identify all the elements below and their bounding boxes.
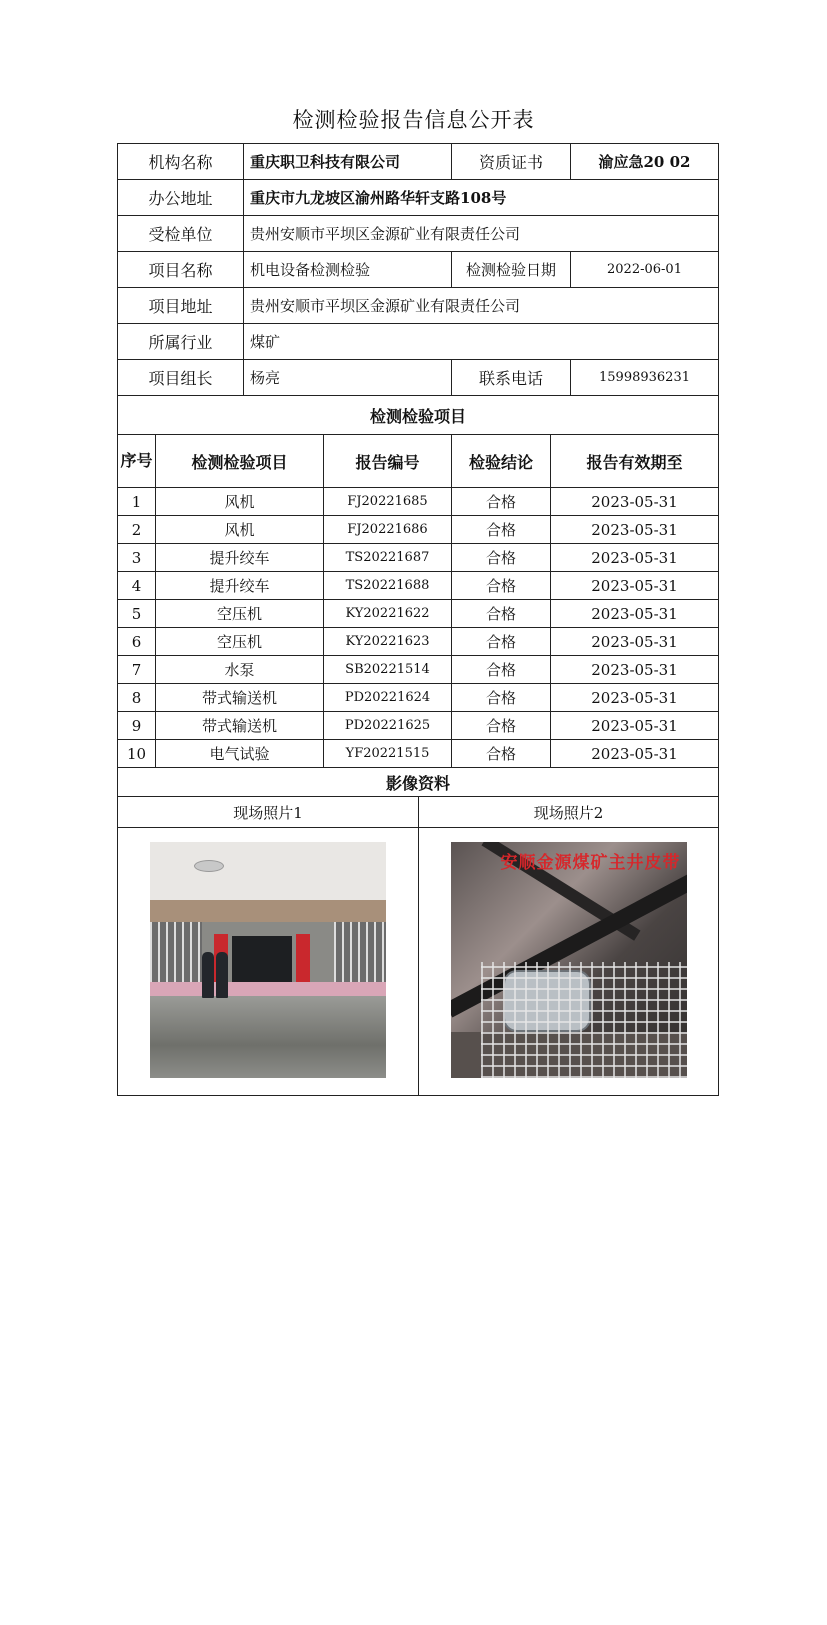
table-row (118, 572, 719, 600)
photo1-label: 现场照片1 (118, 797, 419, 828)
site-label: 项目地址 (118, 288, 244, 324)
header-report: 报告编号 (324, 435, 452, 488)
row-report: FJ20221685 (324, 488, 452, 516)
row-valid: 2023-05-31 (551, 544, 719, 572)
org-value: 重庆职卫科技有限公司 (244, 144, 452, 180)
row-result: 合格 (452, 544, 551, 572)
row-report: TS20221687 (324, 544, 452, 572)
row-valid: 2023-05-31 (551, 572, 719, 600)
photo1-cell (118, 828, 419, 1096)
row-item: 带式输送机 (156, 712, 324, 740)
table-row (118, 516, 719, 544)
photo-sign-text: 安顺金源煤矿主井皮带 (500, 852, 681, 873)
row-item: 水泵 (156, 656, 324, 684)
header-valid: 报告有效期至 (551, 435, 719, 488)
row-report: PD20221624 (324, 684, 452, 712)
row-result: 合格 (452, 740, 551, 768)
table-row (118, 544, 719, 572)
row-result: 合格 (452, 600, 551, 628)
row-result: 合格 (452, 656, 551, 684)
row-valid: 2023-05-31 (551, 516, 719, 544)
row-seq: 6 (118, 628, 156, 656)
row-report: PD20221625 (324, 712, 452, 740)
media-section-title: 影像资料 (118, 768, 719, 797)
person (216, 952, 228, 998)
items-section-title: 检测检验项目 (118, 396, 719, 435)
row-report: KY20221623 (324, 628, 452, 656)
address-label: 办公地址 (118, 180, 244, 216)
row-item: 空压机 (156, 600, 324, 628)
table-row (118, 684, 719, 712)
row-seq: 7 (118, 656, 156, 684)
photo2-label: 现场照片2 (419, 797, 719, 828)
table-row (118, 488, 719, 516)
person (202, 952, 214, 998)
header-item: 检测检验项目 (156, 435, 324, 488)
industry-label: 所属行业 (118, 324, 244, 360)
row-result: 合格 (452, 712, 551, 740)
leader-label: 项目组长 (118, 360, 244, 396)
row-result: 合格 (452, 628, 551, 656)
header-seq: 序号 (118, 435, 156, 488)
row-valid: 2023-05-31 (551, 684, 719, 712)
row-valid: 2023-05-31 (551, 628, 719, 656)
row-item: 空压机 (156, 628, 324, 656)
table-row (118, 656, 719, 684)
row-seq: 5 (118, 600, 156, 628)
row-seq: 1 (118, 488, 156, 516)
industry-value: 煤矿 (244, 324, 719, 360)
row-valid: 2023-05-31 (551, 712, 719, 740)
ceiling-lamp (194, 860, 224, 872)
table-row (118, 740, 719, 768)
date-value: 2022-06-01 (571, 252, 719, 288)
row-seq: 2 (118, 516, 156, 544)
address-value: 重庆市九龙坡区渝州路华轩支路108号 (244, 180, 719, 216)
items-table (117, 395, 719, 768)
row-item: 电气试验 (156, 740, 324, 768)
phone-label: 联系电话 (452, 360, 571, 396)
row-item: 风机 (156, 488, 324, 516)
row-result: 合格 (452, 684, 551, 712)
site-value: 贵州安顺市平坝区金源矿业有限责任公司 (244, 288, 719, 324)
header-result: 检验结论 (452, 435, 551, 488)
client-value: 贵州安顺市平坝区金源矿业有限责任公司 (244, 216, 719, 252)
client-label: 受检单位 (118, 216, 244, 252)
cert-value: 渝应急20 02 (571, 144, 719, 180)
row-item: 提升绞车 (156, 572, 324, 600)
row-seq: 8 (118, 684, 156, 712)
leader-value: 杨亮 (244, 360, 452, 396)
row-report: FJ20221686 (324, 516, 452, 544)
row-result: 合格 (452, 488, 551, 516)
row-seq: 4 (118, 572, 156, 600)
site-photo-conveyor (451, 842, 687, 1078)
table-row (118, 712, 719, 740)
row-seq: 3 (118, 544, 156, 572)
date-label: 检测检验日期 (452, 252, 571, 288)
safety-fence (481, 962, 687, 1078)
project-value: 机电设备检测检验 (244, 252, 452, 288)
media-table (117, 767, 719, 1096)
table-row (118, 600, 719, 628)
row-valid: 2023-05-31 (551, 600, 719, 628)
site-photo-entrance (150, 842, 386, 1078)
row-seq: 10 (118, 740, 156, 768)
row-report: TS20221688 (324, 572, 452, 600)
row-seq: 9 (118, 712, 156, 740)
info-table (117, 143, 719, 396)
row-item: 带式输送机 (156, 684, 324, 712)
row-item: 风机 (156, 516, 324, 544)
org-label: 机构名称 (118, 144, 244, 180)
row-result: 合格 (452, 572, 551, 600)
row-valid: 2023-05-31 (551, 488, 719, 516)
row-result: 合格 (452, 516, 551, 544)
project-label: 项目名称 (118, 252, 244, 288)
report-table-container (117, 143, 718, 1096)
row-report: KY20221622 (324, 600, 452, 628)
photo2-cell (419, 828, 719, 1096)
row-report: YF20221515 (324, 740, 452, 768)
row-valid: 2023-05-31 (551, 740, 719, 768)
phone-value: 15998936231 (571, 360, 719, 396)
row-valid: 2023-05-31 (551, 656, 719, 684)
cert-label: 资质证书 (452, 144, 571, 180)
page-title: 检测检验报告信息公开表 (292, 108, 535, 132)
row-item: 提升绞车 (156, 544, 324, 572)
table-row (118, 628, 719, 656)
row-report: SB20221514 (324, 656, 452, 684)
